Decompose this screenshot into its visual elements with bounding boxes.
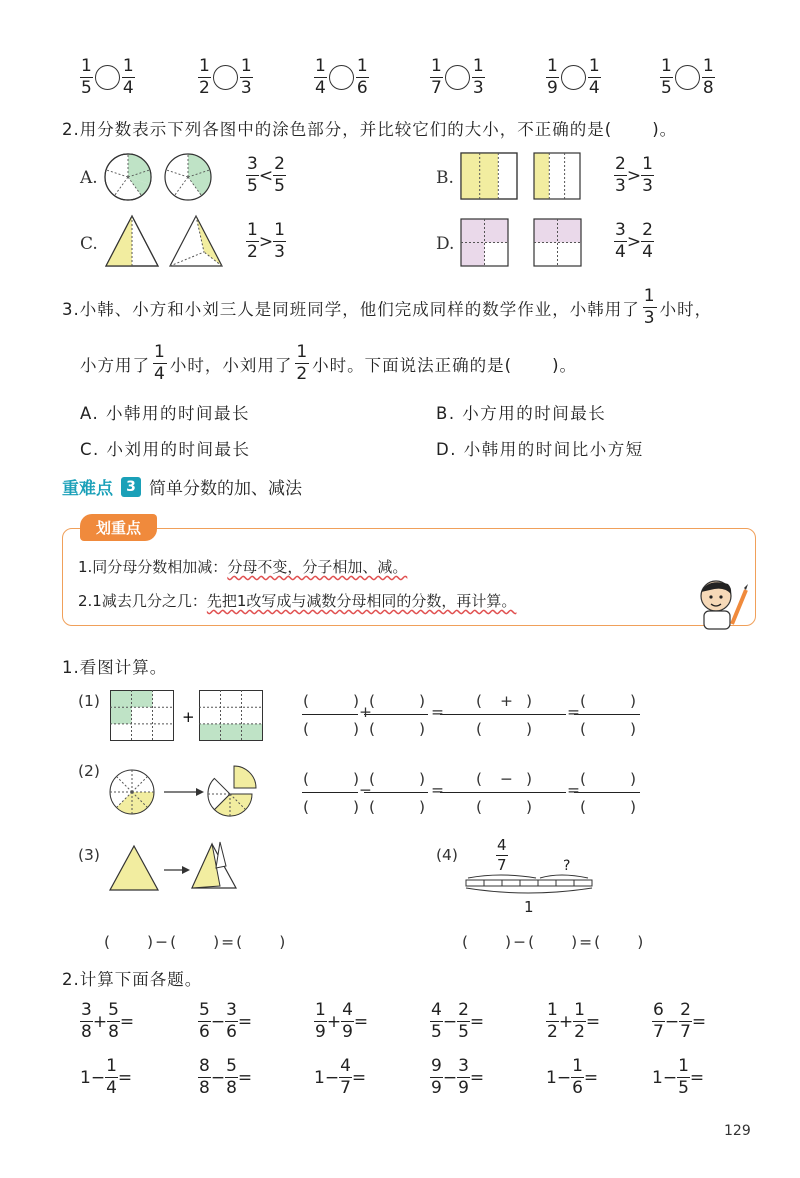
calc-problem[interactable] xyxy=(80,1058,132,1097)
q2-d-fractions: $\frac{3}{4}$ > $\frac{2}{4}$ xyxy=(615,220,653,262)
calc-problem[interactable] xyxy=(546,1058,598,1097)
calc-problem[interactable] xyxy=(430,1002,484,1041)
fraction: $\frac{6}{7}$ xyxy=(653,1000,664,1042)
ex1-1-plus: + xyxy=(182,708,195,726)
fraction: $\frac{5}{8}$ xyxy=(108,1000,119,1042)
operator: − xyxy=(556,1067,572,1088)
equals-sign: = xyxy=(353,1011,369,1032)
fraction: $\frac{4}{7}$ xyxy=(340,1056,351,1098)
equals-sign: = xyxy=(237,1011,253,1032)
seg-fraction-label: $\frac{4}{7}$ xyxy=(497,836,507,874)
answer-paren-open[interactable]: ( xyxy=(580,798,587,816)
fraction: $\frac{1}{4}$ xyxy=(315,56,326,98)
fraction: $\frac{1}{4}$ xyxy=(106,1056,117,1098)
whole-number: 1 xyxy=(652,1067,663,1088)
ex1-label-3: (3) xyxy=(78,846,100,864)
equals-sign: = xyxy=(583,1067,599,1088)
operator: − xyxy=(90,1067,106,1088)
fraction: $\frac{1}{3}$ xyxy=(472,56,484,98)
q2-a-circles xyxy=(104,152,214,202)
answer-paren-close[interactable]: ) xyxy=(630,692,637,710)
q3-option-c[interactable]: C. 小刘用的时间最长 xyxy=(80,440,251,459)
answer-paren-open[interactable]: ( xyxy=(476,770,483,788)
compare-circle-blank[interactable] xyxy=(213,65,238,90)
q2-option-a-label[interactable]: A. xyxy=(80,168,98,188)
comparison-item xyxy=(198,58,253,97)
calc-problem[interactable] xyxy=(430,1058,484,1097)
fraction: $\frac{1}{4}$ xyxy=(122,56,134,98)
operator: − xyxy=(210,1011,226,1032)
fraction-bar xyxy=(364,714,428,715)
q2-b-fractions: $\frac{2}{3}$ > $\frac{1}{3}$ xyxy=(615,154,653,196)
q2-text: 2.用分数表示下列各图中的涂色部分，并比较它们的大小，不正确的是( )。 xyxy=(62,120,678,139)
seg-total-label: 1 xyxy=(524,898,534,916)
equals-sign: = xyxy=(585,1011,601,1032)
fraction: $\frac{1}{2}$ xyxy=(199,56,210,98)
answer-paren-close[interactable]: ) xyxy=(353,692,360,710)
fraction: $\frac{1}{7}$ xyxy=(431,56,442,98)
operator: + xyxy=(92,1011,108,1032)
answer-paren-close[interactable]: ) xyxy=(630,798,637,816)
answer-paren-close[interactable]: ) xyxy=(353,798,360,816)
fraction: $\frac{1}{2}$ xyxy=(574,1000,585,1042)
comparison-item xyxy=(660,58,715,97)
fraction: $\frac{5}{6}$ xyxy=(199,1000,210,1042)
answer-paren-open[interactable]: ( xyxy=(369,720,376,738)
fraction: $\frac{1}{5}$ xyxy=(678,1056,689,1098)
operator: − xyxy=(442,1011,458,1032)
answer-paren-open[interactable]: ( xyxy=(580,692,587,710)
answer-paren-close[interactable]: ) xyxy=(419,798,426,816)
keypoint-1: 1.同分母分数相加减：分母不变，分子相加、减。 xyxy=(78,558,408,576)
calc-problem[interactable] xyxy=(652,1058,704,1097)
answer-paren-open[interactable]: ( xyxy=(476,720,483,738)
fraction: $\frac{1}{8}$ xyxy=(702,56,714,98)
equation-operator: = xyxy=(431,703,444,721)
q2-option-d-label[interactable]: D. xyxy=(436,234,455,254)
whole-number: 1 xyxy=(546,1067,557,1088)
fraction-bar xyxy=(364,792,428,793)
q3-line2: 小方用了 $\frac{1}{4}$ 小时，小刘用了 $\frac{1}{2}$ 小时。下面说法正确的是( )。 xyxy=(80,342,578,384)
calc-problem[interactable] xyxy=(198,1058,252,1097)
ex1-3-triangles xyxy=(108,840,248,896)
equation-operator: − xyxy=(359,781,372,799)
answer-paren-open[interactable]: ( xyxy=(369,770,376,788)
equation-operator: = xyxy=(431,781,444,799)
ex1-label-4: (4) xyxy=(436,846,458,864)
calc-problem[interactable] xyxy=(198,1002,252,1041)
ex1-title: 1.看图计算。 xyxy=(62,658,168,677)
ex2-title: 2.计算下面各题。 xyxy=(62,970,203,989)
fraction-bar xyxy=(574,714,640,715)
operator: − xyxy=(324,1067,340,1088)
q3-option-b[interactable]: B. 小方用的时间最长 xyxy=(436,404,607,423)
page-number: 129 xyxy=(724,1123,751,1139)
compare-circle-blank[interactable] xyxy=(675,65,700,90)
answer-paren-open[interactable]: ( xyxy=(369,798,376,816)
fraction-bar xyxy=(302,714,358,715)
q2-a-fractions: $\frac{3}{5}$ < $\frac{2}{5}$ xyxy=(247,154,285,196)
calc-problem[interactable] xyxy=(652,1002,706,1041)
equals-sign: = xyxy=(691,1011,707,1032)
keypoints-box xyxy=(62,528,756,626)
equals-sign: = xyxy=(469,1011,485,1032)
operator: + xyxy=(558,1011,574,1032)
operator: − xyxy=(664,1011,680,1032)
q2-b-rects xyxy=(460,152,585,202)
whole-number: 1 xyxy=(80,1067,91,1088)
fraction: $\frac{1}{6}$ xyxy=(356,56,368,98)
fraction: $\frac{4}{5}$ xyxy=(431,1000,442,1042)
compare-circle-blank[interactable] xyxy=(445,65,470,90)
operator: + xyxy=(326,1011,342,1032)
operator: − xyxy=(210,1067,226,1088)
equation-inner-operator: − xyxy=(500,770,513,788)
answer-paren-open[interactable]: ( xyxy=(303,770,310,788)
fraction: $\frac{3}{8}$ xyxy=(81,1000,92,1042)
keypoints-tag: 划重点 xyxy=(80,514,157,541)
q2-d-squares xyxy=(460,218,585,270)
answer-paren-close[interactable]: ) xyxy=(526,720,533,738)
fraction: $\frac{5}{8}$ xyxy=(226,1056,237,1098)
equals-sign: = xyxy=(117,1067,133,1088)
compare-circle-blank[interactable] xyxy=(95,65,120,90)
calc-problem[interactable] xyxy=(546,1002,600,1041)
fraction: $\frac{1}{9}$ xyxy=(315,1000,326,1042)
compare-circle-blank[interactable] xyxy=(329,65,354,90)
fraction: $\frac{1}{4}$ xyxy=(588,56,600,98)
calc-problem[interactable] xyxy=(314,1002,368,1041)
answer-paren-open[interactable]: ( xyxy=(303,720,310,738)
fraction: $\frac{1}{5}$ xyxy=(81,56,92,98)
answer-paren-close[interactable]: ) xyxy=(630,720,637,738)
fraction: $\frac{2}{5}$ xyxy=(458,1000,469,1042)
fraction: $\frac{1}{9}$ xyxy=(547,56,558,98)
ex1-4-answer[interactable]: ( )−( )=( ) xyxy=(462,933,646,951)
equals-sign: = xyxy=(119,1011,135,1032)
answer-paren-open[interactable]: ( xyxy=(476,692,483,710)
answer-paren-close[interactable]: ) xyxy=(526,770,533,788)
fraction: $\frac{3}{9}$ xyxy=(458,1056,469,1098)
fraction-bar xyxy=(440,792,566,793)
comparison-item xyxy=(80,58,135,97)
equation-operator: + xyxy=(359,703,372,721)
fraction-bar xyxy=(302,792,358,793)
fraction-bar xyxy=(440,714,566,715)
fraction: $\frac{3}{6}$ xyxy=(226,1000,237,1042)
ex1-2-pies xyxy=(108,754,268,820)
q3-option-d[interactable]: D. 小韩用的时间比小方短 xyxy=(436,440,644,459)
fraction: $\frac{1}{6}$ xyxy=(572,1056,583,1098)
ex1-label-1: (1) xyxy=(78,692,100,710)
answer-paren-close[interactable]: ) xyxy=(419,692,426,710)
seg-question-mark: ? xyxy=(563,858,571,874)
equals-sign: = xyxy=(689,1067,705,1088)
ex1-label-2: (2) xyxy=(78,762,100,780)
comparison-item xyxy=(430,58,485,97)
answer-paren-close[interactable]: ) xyxy=(630,770,637,788)
section-title: 重难点 3 简单分数的加、减法 xyxy=(62,478,302,499)
whole-number: 1 xyxy=(314,1067,325,1088)
equals-sign: = xyxy=(237,1067,253,1088)
answer-paren-open[interactable]: ( xyxy=(580,720,587,738)
fraction: $\frac{1}{5}$ xyxy=(661,56,672,98)
answer-paren-close[interactable]: ) xyxy=(526,692,533,710)
calc-problem[interactable] xyxy=(80,1002,134,1041)
equals-sign: = xyxy=(351,1067,367,1088)
fraction: $\frac{2}{7}$ xyxy=(680,1000,691,1042)
keypoint-2: 2.1减去几分之几：先把1改写成与减数分母相同的分数，再计算。 xyxy=(78,592,517,610)
answer-paren-open[interactable]: ( xyxy=(303,798,310,816)
equals-sign: = xyxy=(469,1067,485,1088)
answer-paren-open[interactable]: ( xyxy=(580,770,587,788)
fraction: $\frac{1}{3}$ xyxy=(240,56,252,98)
operator: − xyxy=(662,1067,678,1088)
answer-paren-open[interactable]: ( xyxy=(369,692,376,710)
fraction: $\frac{8}{8}$ xyxy=(199,1056,210,1098)
calc-problem[interactable] xyxy=(314,1058,366,1097)
student-mascot-icon xyxy=(688,574,750,636)
answer-paren-close[interactable]: ) xyxy=(353,720,360,738)
answer-paren-close[interactable]: ) xyxy=(419,770,426,788)
answer-paren-close[interactable]: ) xyxy=(419,720,426,738)
fraction: $\frac{9}{9}$ xyxy=(431,1056,442,1098)
q3-line1: 3.小韩、小方和小刘三人是同班同学，他们完成同样的数学作业，小韩用了 $\frac{1}{3}$ 小时， xyxy=(62,286,713,328)
equation-operator: = xyxy=(567,781,580,799)
operator: − xyxy=(442,1067,458,1088)
answer-paren-close[interactable]: ) xyxy=(353,770,360,788)
fraction-bar xyxy=(574,792,640,793)
equation-inner-operator: + xyxy=(500,692,513,710)
q2-option-c-label[interactable]: C. xyxy=(80,234,98,254)
ex1-3-answer[interactable]: ( )−( )=( ) xyxy=(104,933,288,951)
fraction: $\frac{4}{9}$ xyxy=(342,1000,353,1042)
equation-operator: = xyxy=(567,703,580,721)
answer-paren-close[interactable]: ) xyxy=(526,798,533,816)
comparison-item xyxy=(314,58,369,97)
answer-paren-open[interactable]: ( xyxy=(303,692,310,710)
fraction: $\frac{1}{2}$ xyxy=(547,1000,558,1042)
compare-circle-blank[interactable] xyxy=(561,65,586,90)
q2-c-triangles xyxy=(104,214,229,270)
ex1-1-grids xyxy=(110,690,265,742)
q2-c-fractions: $\frac{1}{2}$ > $\frac{1}{3}$ xyxy=(247,220,285,262)
q3-option-a[interactable]: A. 小韩用的时间最长 xyxy=(80,404,250,423)
answer-paren-open[interactable]: ( xyxy=(476,798,483,816)
comparison-item xyxy=(546,58,601,97)
q2-option-b-label[interactable]: B. xyxy=(436,168,454,188)
